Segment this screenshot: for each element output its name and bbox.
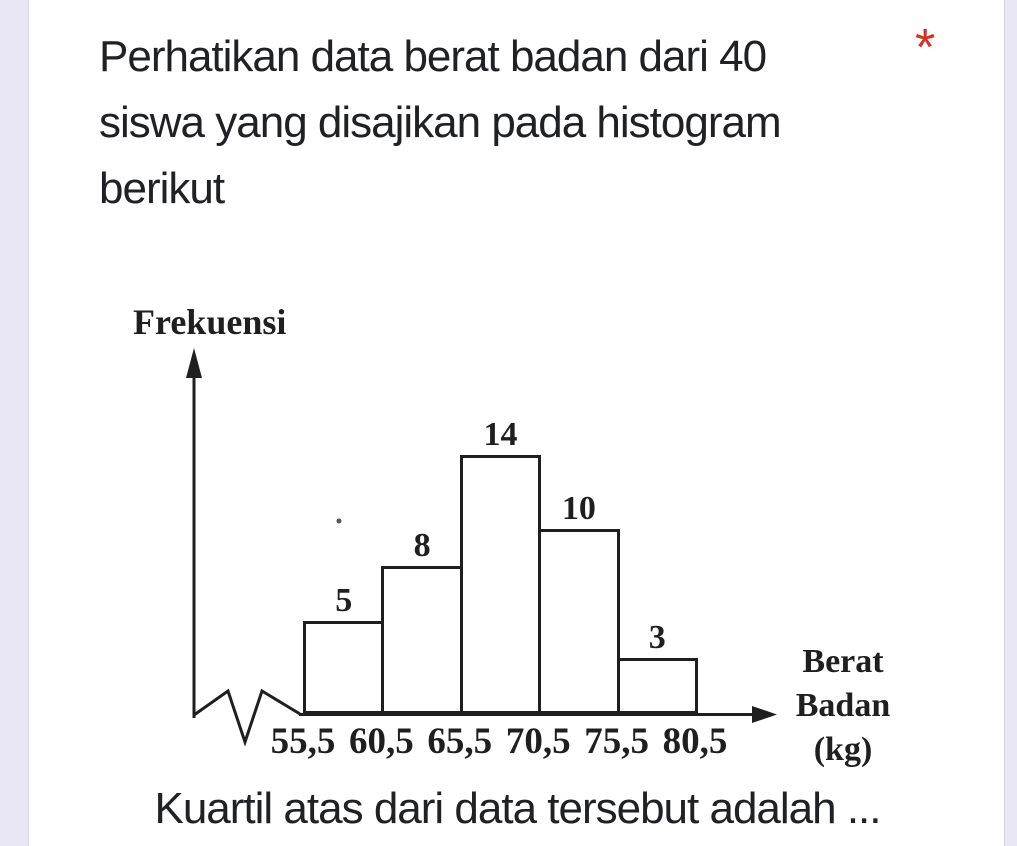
required-asterisk: * [915,19,936,77]
histogram-bar [381,566,462,714]
x-tick-label: 60,5 [349,721,414,762]
histogram-bar [460,455,541,714]
bar-value-label: 14 [483,416,518,453]
x-axis-title-line: (kg) [813,731,873,768]
x-tick-label: 55,5 [270,721,336,762]
x-axis-title-line: Badan [795,687,891,724]
question-title-line: siswa yang disajikan pada histogram [99,98,781,147]
x-axis-title [785,640,901,772]
histogram-figure [29,0,1006,846]
x-tick-label: 75,5 [584,721,649,762]
bar-value-label: 10 [561,490,596,527]
bar-value-label: 5 [335,582,353,619]
x-tick-label: 80,5 [662,721,728,762]
question-card [28,0,1005,846]
y-axis-label: Frekuensi [133,302,287,342]
histogram-bar [617,658,698,714]
x-tick-label: 65,5 [427,721,493,762]
histogram-bar [538,529,619,714]
question-title-line: berikut [99,164,225,213]
question-title-line: Perhatikan data berat badan dari 40 [99,32,767,81]
x-axis-title-line: Berat [802,643,884,680]
question-prompt: Kuartil atas dari data tersebut adalah ... [154,784,881,833]
x-tick-label: 70,5 [505,721,571,762]
bar-value-label: 8 [413,527,431,564]
histogram-bar [303,621,384,714]
bar-value-label: 3 [648,619,666,656]
